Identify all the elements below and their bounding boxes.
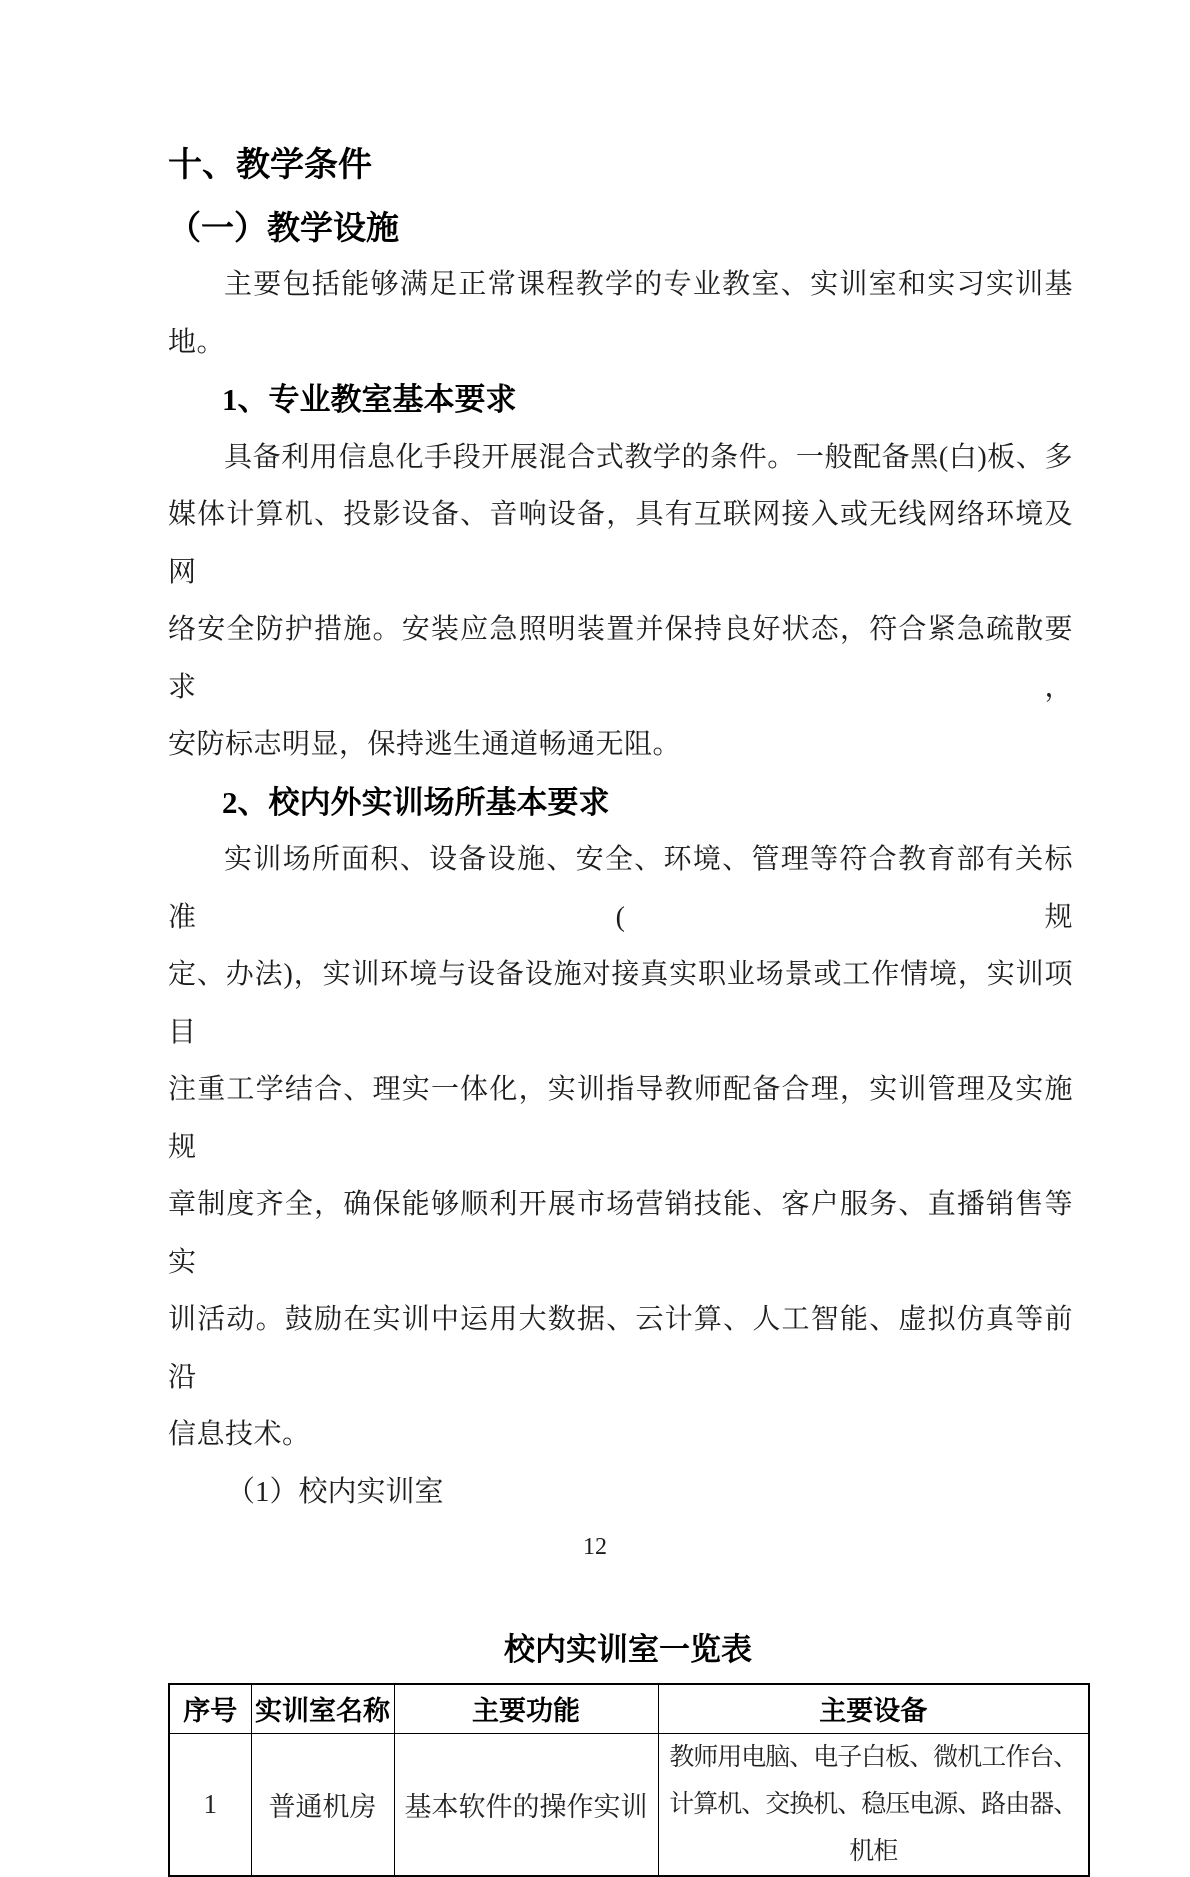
paragraph-line: 训活动。鼓励在实训中运用大数据、云计算、人工智能、虚拟仿真等前沿	[168, 1304, 1073, 1393]
paragraph-line: 信息技术。	[168, 1419, 311, 1450]
paragraph-line: 定、办法)，实训环境与设备设施对接真实职业场景或工作情境，实训项目	[168, 959, 1073, 1048]
paragraph-line: 章制度齐全，确保能够顺利开展市场营销技能、客户服务、直播销售等实	[168, 1189, 1073, 1278]
paragraph-line: 地。	[168, 326, 226, 358]
table-title: 校内实训室一览表	[504, 1632, 752, 1667]
paragraph-line: 具备利用信息化手段开展混合式教学的条件。一般配备黑(白)板、多	[224, 441, 1073, 473]
paragraph-training-site-requirements	[168, 831, 1073, 1464]
paragraph-line: 安防标志明显，保持逃生通道畅通无阻。	[168, 729, 682, 760]
paragraph-line: 实训场所面积、设备设施、安全、环境、管理等符合教育部有关标准(规	[168, 844, 1073, 933]
sub-item-campus-training-room: （1）校内实训室	[226, 1475, 444, 1508]
cell-no: 1	[169, 1733, 251, 1876]
document-body	[168, 137, 1078, 1877]
table-row	[169, 1733, 1089, 1876]
equipment-line: 机柜	[849, 1837, 898, 1865]
section-heading: 十、教学条件	[168, 146, 372, 184]
numbered-heading-classroom: 1、专业教室基本要求	[222, 382, 517, 417]
paragraph-line: 媒体计算机、投影设备、音响设备，具有互联网接入或无线网络环境及网	[168, 499, 1073, 588]
cell-function: 基本软件的操作实训	[394, 1733, 658, 1876]
equipment-line: 教师用电脑、电子白板、微机工作台、	[669, 1743, 1078, 1771]
paragraph-line: 络安全防护措施。安装应急照明装置并保持良好状态，符合紧急疏散要求，	[168, 614, 1073, 703]
paragraph-teaching-facilities	[168, 256, 1073, 371]
page-number: 12	[583, 1534, 607, 1560]
column-header-room-name: 实训室名称	[251, 1684, 394, 1734]
table-header-row	[169, 1684, 1089, 1734]
paragraph-line: 主要包括能够满足正常课程教学的专业教室、实训室和实习实训基	[224, 269, 1073, 300]
column-header-no: 序号	[169, 1684, 251, 1734]
cell-equipment	[658, 1733, 1089, 1876]
training-room-table	[168, 1683, 1090, 1877]
subsection-heading: （一）教学设施	[168, 208, 399, 246]
column-header-equipment: 主要设备	[658, 1684, 1089, 1734]
numbered-heading-training-sites: 2、校内外实训场所基本要求	[222, 784, 610, 820]
equipment-line: 计算机、交换机、稳压电源、路由器、	[669, 1790, 1078, 1818]
cell-room-name: 普通机房	[251, 1733, 394, 1876]
column-header-function: 主要功能	[394, 1684, 658, 1734]
paragraph-line: 注重工学结合、理实一体化，实训指导教师配备合理，实训管理及实施规	[168, 1074, 1073, 1163]
paragraph-classroom-requirements	[168, 429, 1073, 774]
